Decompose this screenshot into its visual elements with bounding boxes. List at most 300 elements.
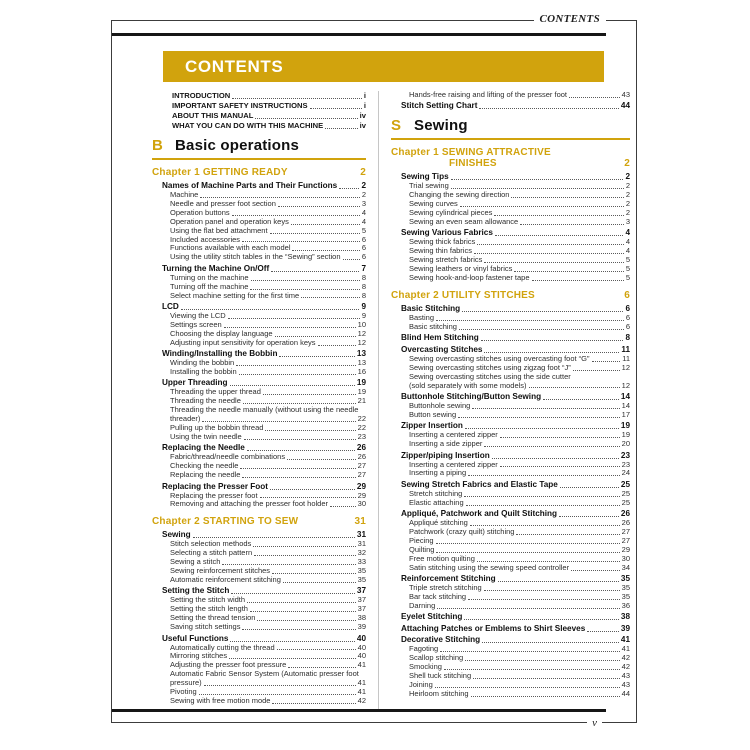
toc-entry-page: 30 bbox=[621, 553, 630, 563]
toc-entry bbox=[152, 111, 366, 121]
toc-entry-label: Installing the bobbin bbox=[170, 367, 237, 376]
dotted-leader bbox=[573, 370, 620, 371]
toc-entry-page: 42 bbox=[621, 662, 630, 672]
toc-entry-label: Needle and presser foot section bbox=[170, 198, 276, 208]
toc-entry-page: 4 bbox=[625, 237, 630, 247]
toc-entry-page: 35 bbox=[621, 592, 630, 601]
toc-entry-label: Appliqué stitching bbox=[409, 518, 468, 528]
toc-entry-label: (sold separately with some models) bbox=[409, 380, 527, 390]
toc-entry-page: 27 bbox=[621, 527, 630, 537]
toc-entry-page: 12 bbox=[621, 362, 630, 372]
dotted-leader bbox=[232, 98, 362, 99]
toc-entry bbox=[391, 499, 630, 508]
toc-entry-label: Basic Stitching bbox=[401, 303, 461, 313]
toc-entry-label: Stitch selection methods bbox=[170, 539, 252, 549]
toc-entry-label: Using the utility stitch tables in the “Sewing” section bbox=[170, 252, 341, 262]
dotted-leader bbox=[514, 271, 623, 272]
toc-entry-label: Automatically cutting the thread bbox=[170, 642, 275, 652]
dotted-leader bbox=[500, 466, 620, 467]
dotted-leader bbox=[231, 593, 355, 594]
toc-entry-page: 11 bbox=[622, 353, 630, 363]
toc-entry-page: 30 bbox=[357, 499, 366, 509]
toc-entry-page: 3 bbox=[625, 217, 630, 227]
toc-entry bbox=[152, 576, 366, 585]
toc-list-right bbox=[391, 147, 630, 698]
toc-entry-label: Turning on the machine bbox=[170, 272, 249, 282]
toc-entry-page: 17 bbox=[621, 409, 630, 419]
toc-entry-label: pressure) bbox=[170, 678, 202, 688]
toc-entry-label: Adjusting input sensitivity for operation keys bbox=[170, 337, 316, 347]
toc-entry-page: 22 bbox=[357, 414, 366, 424]
dotted-leader bbox=[465, 428, 619, 429]
dotted-leader bbox=[436, 320, 624, 321]
dotted-leader bbox=[265, 430, 355, 431]
toc-entry-page: 8 bbox=[361, 281, 366, 291]
dotted-leader bbox=[240, 468, 355, 469]
toc-entry-page: 42 bbox=[357, 695, 366, 705]
toc-entry-page: 27 bbox=[357, 470, 366, 480]
toc-entry-label: Appliqué, Patchwork and Quilt Stitching bbox=[401, 509, 558, 519]
section-header-basic-operations bbox=[152, 137, 366, 154]
toc-entry-page: 14 bbox=[621, 400, 630, 410]
toc-entry-page: 41 bbox=[621, 644, 630, 654]
toc-entry-label: Sewing an even seam allowance bbox=[409, 217, 519, 227]
toc-entry-label: Using the twin needle bbox=[170, 431, 242, 441]
toc-entry-page: 32 bbox=[357, 548, 366, 558]
dotted-leader bbox=[200, 197, 359, 198]
toc-entry bbox=[391, 101, 630, 111]
dotted-leader bbox=[339, 188, 359, 189]
dotted-leader bbox=[224, 327, 356, 328]
dotted-leader bbox=[477, 561, 620, 562]
toc-entry bbox=[152, 292, 366, 301]
toc-entry-page: 19 bbox=[356, 378, 366, 388]
dotted-leader bbox=[271, 271, 359, 272]
toc-entry-label: Mirroring stitches bbox=[170, 651, 228, 661]
toc-entry-label: Pulling up the bobbin thread bbox=[170, 423, 264, 433]
toc-entry-page: 25 bbox=[620, 479, 630, 489]
toc-entry bbox=[152, 697, 366, 706]
toc-entry bbox=[391, 147, 630, 158]
toc-entry-label: Viewing the LCD bbox=[170, 310, 226, 320]
dotted-leader bbox=[532, 280, 624, 281]
toc-entry-label: Replacing the needle bbox=[170, 470, 241, 480]
toc-entry-label: Sewing curves bbox=[409, 199, 458, 209]
toc-entry-label: Scallop stitching bbox=[409, 653, 464, 663]
toc-column-right bbox=[391, 91, 630, 699]
toc-entry-label: Sewing overcasting stitches using overcasting foot “G” bbox=[409, 353, 590, 363]
header-rule bbox=[112, 33, 606, 36]
toc-entry-page: 27 bbox=[621, 535, 630, 545]
toc-entry-label: Choosing the display language bbox=[170, 328, 273, 338]
dotted-leader bbox=[232, 215, 360, 216]
toc-entry-label: Operation panel and operation keys bbox=[170, 216, 289, 226]
toc-entry-page: 19 bbox=[621, 430, 630, 440]
toc-list-right-pre bbox=[391, 91, 630, 111]
dotted-leader bbox=[436, 552, 619, 553]
dotted-leader bbox=[230, 641, 354, 642]
toc-entry-label: Settings screen bbox=[170, 319, 222, 329]
toc-entry-label: ABOUT THIS MANUAL bbox=[172, 111, 254, 120]
toc-entry-page: 35 bbox=[621, 583, 630, 593]
toc-entry-label: Decorative Stitching bbox=[401, 635, 481, 645]
dotted-leader bbox=[287, 459, 356, 460]
dotted-leader bbox=[275, 336, 356, 337]
dotted-leader bbox=[460, 206, 624, 207]
dotted-leader bbox=[230, 385, 355, 386]
dotted-leader bbox=[462, 311, 623, 312]
toc-entry-page: 12 bbox=[357, 328, 366, 338]
dotted-leader bbox=[479, 108, 618, 109]
dotted-leader bbox=[247, 450, 355, 451]
toc-entry-page: 44 bbox=[621, 688, 630, 698]
dotted-leader bbox=[520, 224, 624, 225]
toc-entry-label: Turning off the machine bbox=[170, 281, 249, 291]
dotted-leader bbox=[484, 590, 620, 591]
toc-entry-label: Saving stitch settings bbox=[170, 622, 241, 632]
toc-entry-page: 37 bbox=[357, 595, 366, 605]
toc-entry-page: 8 bbox=[361, 272, 366, 282]
dotted-leader bbox=[464, 496, 619, 497]
dotted-leader bbox=[310, 108, 362, 109]
toc-entry-page: 40 bbox=[357, 642, 366, 652]
dotted-leader bbox=[253, 546, 355, 547]
toc-entry-label: Piecing bbox=[409, 535, 434, 545]
manual-page bbox=[111, 13, 637, 729]
toc-entry-page: 31 bbox=[356, 530, 366, 540]
dotted-leader bbox=[270, 489, 355, 490]
dotted-leader bbox=[222, 564, 355, 565]
dotted-leader bbox=[466, 505, 620, 506]
dotted-leader bbox=[468, 475, 620, 476]
toc-entry-label: Sewing thin fabrics bbox=[409, 246, 472, 256]
dotted-leader bbox=[543, 399, 619, 400]
toc-entry-label: Functions available with each model bbox=[170, 243, 291, 253]
toc-entry-page: 4 bbox=[625, 228, 630, 238]
toc-entry bbox=[152, 121, 366, 131]
dotted-leader bbox=[470, 525, 620, 526]
toc-entry-page: 21 bbox=[357, 396, 366, 406]
dotted-leader bbox=[250, 611, 356, 612]
toc-entry-page: 9 bbox=[361, 301, 366, 311]
toc-entry-label: Turning the Machine On/Off bbox=[162, 263, 270, 273]
dotted-leader bbox=[204, 685, 356, 686]
toc-entry-label: Machine bbox=[170, 190, 199, 199]
dotted-leader bbox=[260, 497, 356, 498]
toc-entry-page: 31 bbox=[357, 539, 366, 549]
dotted-leader bbox=[193, 537, 355, 538]
toc-entry-page: iv bbox=[359, 121, 366, 130]
toc-entry-page: 26 bbox=[356, 443, 366, 453]
dotted-leader bbox=[330, 506, 356, 507]
toc-entry-label: Chapter 2 STARTING TO SEW bbox=[152, 516, 299, 528]
toc-entry-page: 25 bbox=[621, 497, 630, 507]
toc-entry bbox=[391, 382, 630, 391]
dotted-leader bbox=[242, 241, 360, 242]
toc-column-left bbox=[152, 91, 366, 706]
toc-entry-page: 19 bbox=[620, 421, 630, 431]
dotted-leader bbox=[471, 696, 620, 697]
toc-entry-page: iv bbox=[359, 111, 366, 120]
dotted-leader bbox=[464, 619, 618, 620]
toc-entry-label: WHAT YOU CAN DO WITH THIS MACHINE bbox=[172, 121, 324, 130]
toc-entry bbox=[152, 101, 366, 111]
dotted-leader bbox=[243, 403, 356, 404]
toc-entry-page: 4 bbox=[361, 216, 366, 226]
toc-entry-page: 35 bbox=[357, 575, 366, 584]
toc-entry-page: 23 bbox=[357, 431, 366, 441]
toc-entry-page: 2 bbox=[625, 199, 630, 209]
toc-entry bbox=[391, 564, 630, 573]
toc-entry-label: Eyelet Stitching bbox=[401, 612, 463, 622]
dotted-leader bbox=[279, 356, 354, 357]
toc-entry-page: 38 bbox=[357, 613, 366, 623]
toc-entry-label: Sewing with free motion mode bbox=[170, 695, 271, 705]
toc-entry-label: Sewing overcasting stitches using zigzag foot “J” bbox=[409, 362, 571, 372]
dotted-leader bbox=[474, 253, 624, 254]
toc-entry-label: Zipper Insertion bbox=[401, 421, 463, 431]
toc-entry-page: 40 bbox=[357, 651, 366, 661]
dotted-leader bbox=[472, 408, 619, 409]
toc-entry-page: 26 bbox=[621, 518, 630, 528]
section-rule bbox=[152, 158, 366, 160]
toc-entry-page: 12 bbox=[621, 380, 630, 390]
toc-entry-page: 41 bbox=[620, 635, 630, 645]
dotted-leader bbox=[244, 439, 356, 440]
toc-entry-page: 29 bbox=[357, 490, 366, 500]
toc-entry-label: Inserting a piping bbox=[409, 468, 467, 478]
toc-entry-label: Automatic Fabric Sensor System (Automatic presser foot bbox=[170, 669, 359, 679]
toc-entry-label: INTRODUCTION bbox=[172, 91, 231, 100]
toc-entry-page: 9 bbox=[361, 310, 366, 320]
toc-entry-page: 3 bbox=[361, 198, 366, 208]
toc-entry-page: 23 bbox=[621, 459, 630, 469]
dotted-leader bbox=[481, 340, 624, 341]
toc-entry-page: 2 bbox=[361, 181, 366, 190]
dotted-leader bbox=[482, 642, 619, 643]
toc-entry bbox=[391, 624, 630, 634]
dotted-leader bbox=[560, 487, 619, 488]
dotted-leader bbox=[435, 687, 620, 688]
dotted-leader bbox=[257, 620, 355, 621]
dotted-leader bbox=[451, 179, 624, 180]
toc-entry-page: i bbox=[363, 101, 366, 110]
dotted-leader bbox=[477, 244, 624, 245]
toc-entry-label: Useful Functions bbox=[162, 633, 229, 643]
toc-entry bbox=[152, 516, 366, 527]
toc-entry bbox=[391, 218, 630, 227]
toc-entry-page: 13 bbox=[356, 349, 366, 359]
toc-entry-page: 7 bbox=[361, 263, 366, 273]
toc-entry-label: Heirloom stitching bbox=[409, 688, 469, 698]
dotted-leader bbox=[559, 516, 619, 517]
toc-entry-label: Smocking bbox=[409, 662, 442, 672]
toc-entry-label: Names of Machine Parts and Their Functions bbox=[162, 181, 338, 190]
toc-entry-page: 5 bbox=[361, 225, 366, 235]
section-title: Sewing bbox=[414, 117, 468, 135]
dotted-leader bbox=[571, 570, 620, 571]
toc-entry-label: threader) bbox=[170, 414, 201, 424]
dotted-leader bbox=[492, 458, 619, 459]
toc-entry-label: Sewing thick fabrics bbox=[409, 237, 476, 247]
toc-entry-label: Satin stitching using the sewing speed controller bbox=[409, 562, 570, 572]
dotted-leader bbox=[242, 629, 355, 630]
dotted-leader bbox=[181, 309, 360, 310]
toc-entry-label: Chapter 1 SEWING ATTRACTIVE bbox=[391, 147, 551, 159]
toc-entry-page: 8 bbox=[625, 333, 630, 343]
dotted-leader bbox=[569, 97, 620, 98]
toc-entry bbox=[391, 612, 630, 622]
dotted-leader bbox=[228, 318, 360, 319]
toc-entry-label: Sewing stretch fabrics bbox=[409, 255, 483, 265]
toc-entry-page: 13 bbox=[357, 358, 366, 368]
toc-entry-page: 26 bbox=[620, 509, 630, 519]
section-letter: B bbox=[152, 137, 163, 154]
dotted-leader bbox=[239, 374, 356, 375]
toc-entry-label: Free motion quilting bbox=[409, 553, 475, 563]
dotted-leader bbox=[459, 329, 624, 330]
dotted-leader bbox=[436, 543, 620, 544]
toc-entry-label: Buttonhole sewing bbox=[409, 400, 471, 410]
dotted-leader bbox=[494, 215, 623, 216]
toc-entry bbox=[152, 368, 366, 377]
toc-entry-page: 5 bbox=[625, 264, 630, 274]
toc-entry-label: Threading the needle bbox=[170, 396, 241, 406]
toc-entry-page: 2 bbox=[361, 190, 366, 199]
dotted-leader bbox=[465, 660, 619, 661]
toc-entry-label: Changing the sewing direction bbox=[409, 190, 510, 200]
toc-entry-label: Darning bbox=[409, 600, 436, 610]
toc-entry-label: Upper Threading bbox=[162, 378, 228, 388]
toc-entry-label: Sewing leathers or vinyl fabrics bbox=[409, 264, 513, 274]
dotted-leader bbox=[473, 678, 620, 679]
toc-entry-label: Overcasting Stitches bbox=[401, 344, 483, 354]
toc-entry-label: Operation buttons bbox=[170, 207, 230, 217]
toc-entry-page: 41 bbox=[357, 660, 366, 670]
toc-entry-label: LCD bbox=[162, 301, 179, 311]
toc-entry-page: 10 bbox=[357, 319, 366, 329]
toc-entry-label: Threading the needle manually (without using the needle bbox=[170, 405, 359, 415]
toc-entry-label: Sewing cylindrical pieces bbox=[409, 208, 493, 218]
toc-entry-page: 6 bbox=[625, 312, 630, 322]
dotted-leader bbox=[278, 206, 360, 207]
toc-entry-page: 27 bbox=[357, 461, 366, 471]
dotted-leader bbox=[255, 118, 357, 119]
toc-entry-label: Setting the stitch length bbox=[170, 604, 248, 614]
toc-entry-label: Select machine setting for the first time bbox=[170, 290, 300, 300]
toc-entry-page: 22 bbox=[357, 423, 366, 433]
dotted-leader bbox=[484, 352, 619, 353]
dotted-leader bbox=[291, 224, 360, 225]
toc-list-left bbox=[152, 167, 366, 706]
toc-entry-label: Reinforcement Stitching bbox=[401, 574, 496, 584]
toc-entry-label: IMPORTANT SAFETY INSTRUCTIONS bbox=[172, 101, 308, 110]
toc-entry-page: 2 bbox=[625, 172, 630, 182]
toc-entry bbox=[391, 690, 630, 699]
toc-entry-page: 25 bbox=[621, 488, 630, 498]
toc-entry-page: 5 bbox=[625, 273, 630, 283]
dotted-leader bbox=[587, 631, 619, 632]
dotted-leader bbox=[484, 262, 623, 263]
dotted-leader bbox=[283, 582, 356, 583]
toc-entry-page: 24 bbox=[621, 468, 630, 478]
toc-entry-label: Quilting bbox=[409, 544, 435, 554]
toc-entry bbox=[391, 469, 630, 478]
dotted-leader bbox=[444, 669, 620, 670]
dotted-leader bbox=[272, 703, 355, 704]
toc-entry-label: Triple stretch stitching bbox=[409, 583, 482, 593]
dotted-leader bbox=[529, 387, 620, 388]
toc-entry-page: 35 bbox=[357, 566, 366, 576]
toc-entry bbox=[152, 91, 366, 101]
toc-entry bbox=[152, 500, 366, 509]
toc-entry-label: Replacing the Needle bbox=[162, 443, 245, 453]
toc-entry-page: 38 bbox=[620, 612, 630, 622]
dotted-leader bbox=[288, 667, 355, 668]
front-matter-list bbox=[152, 91, 366, 131]
toc-entry-page: 41 bbox=[357, 687, 366, 697]
toc-entry-page: 42 bbox=[621, 653, 630, 663]
toc-entry bbox=[152, 433, 366, 442]
toc-entry-label: Setting the Stitch bbox=[162, 586, 230, 596]
dotted-leader bbox=[325, 128, 357, 129]
toc-entry-label: Patchwork (crazy quilt) stitching bbox=[409, 527, 515, 537]
toc-entry bbox=[152, 253, 366, 262]
toc-entry-page: 6 bbox=[361, 252, 366, 262]
toc-entry-page: 6 bbox=[625, 321, 630, 331]
toc-entry bbox=[152, 471, 366, 480]
toc-entry-page: 34 bbox=[621, 562, 630, 572]
toc-entry-label: Basic stitching bbox=[409, 321, 457, 331]
toc-entry-page: 29 bbox=[621, 544, 630, 554]
toc-entry-page: 20 bbox=[621, 439, 630, 449]
toc-entry bbox=[391, 290, 630, 301]
toc-entry-page: 16 bbox=[357, 367, 366, 376]
toc-entry-page: 33 bbox=[357, 557, 366, 567]
toc-entry-label: Button sewing bbox=[409, 409, 457, 419]
dotted-leader bbox=[263, 394, 356, 395]
dotted-leader bbox=[458, 417, 620, 418]
toc-entry bbox=[152, 339, 366, 348]
running-head: CONTENTS bbox=[534, 13, 606, 25]
toc-entry-label: Stitch Setting Chart bbox=[401, 101, 478, 111]
toc-entry-label: Adjusting the presser foot pressure bbox=[170, 660, 287, 670]
toc-entry-label: Elastic attaching bbox=[409, 497, 464, 507]
dotted-leader bbox=[495, 235, 624, 236]
toc-entry-label: FINISHES bbox=[449, 158, 497, 170]
toc-entry bbox=[391, 158, 630, 169]
toc-entry-page: 39 bbox=[357, 622, 366, 632]
toc-entry bbox=[391, 333, 630, 343]
toc-entry-label: Setting the stitch width bbox=[170, 595, 246, 605]
toc-entry-label: Removing and attaching the presser foot holder bbox=[170, 499, 329, 509]
dotted-leader bbox=[516, 534, 619, 535]
dotted-leader bbox=[451, 188, 624, 189]
toc-entry-label: Zipper/piping Insertion bbox=[401, 450, 490, 460]
dotted-leader bbox=[277, 649, 356, 650]
toc-entry-page: 37 bbox=[356, 586, 366, 596]
toc-entry-label: Fabric/thread/needle combinations bbox=[170, 452, 286, 462]
toc-entry bbox=[391, 323, 630, 332]
section-letter: S bbox=[391, 117, 402, 135]
toc-entry-label: Sewing Various Fabrics bbox=[401, 228, 493, 238]
toc-entry-label: Shell tuck stitching bbox=[409, 671, 472, 681]
toc-entry-page: 43 bbox=[621, 679, 630, 689]
dotted-leader bbox=[498, 581, 619, 582]
toc-entry-label: Sewing a stitch bbox=[170, 557, 221, 567]
toc-entry-page: 12 bbox=[357, 337, 366, 347]
dotted-leader bbox=[318, 345, 356, 346]
